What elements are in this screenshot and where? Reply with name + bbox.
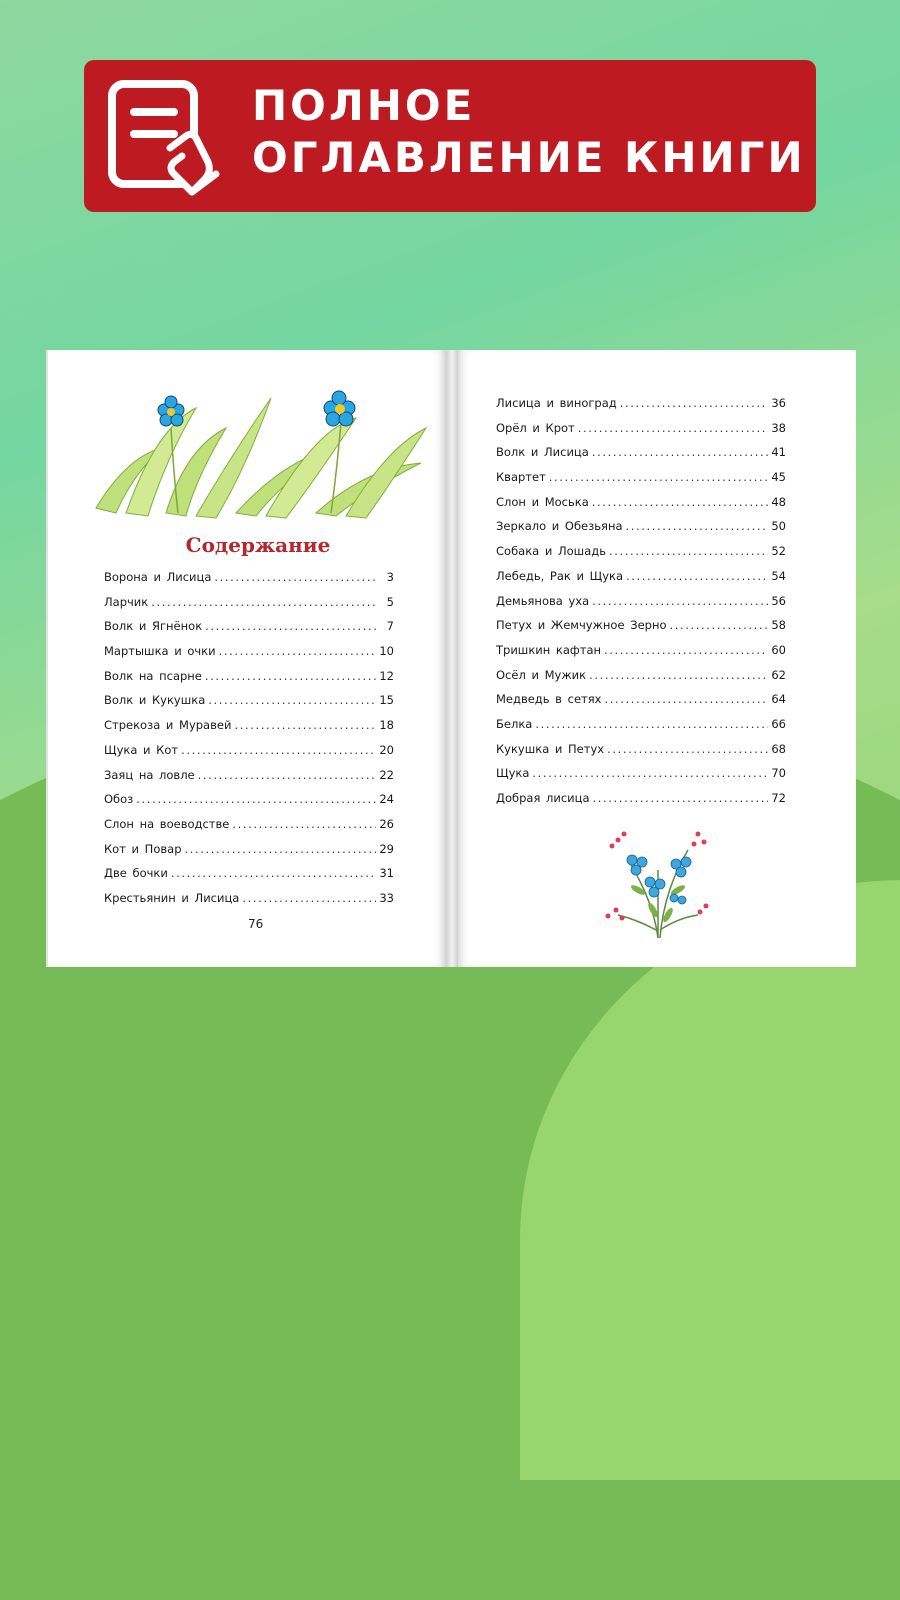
toc-entry-leader [592,594,768,608]
toc-entry-page: 22 [379,767,394,782]
toc-entry-page: 66 [771,716,786,731]
toc-entry [104,718,394,743]
toc-entry-leader [670,618,769,632]
toc-list-right [496,396,786,816]
toc-entry-leader [181,743,376,757]
toc-entry-title: Медведь в сетях [496,692,602,707]
right-page [458,350,856,967]
toc-entry-title: Белка [496,716,533,731]
toc-entry-leader [208,693,376,707]
toc-entry [104,693,394,718]
page-number: 76 [248,917,264,931]
toc-entry-title: Обоз [104,792,134,807]
toc-entry-leader [604,643,768,657]
toc-entry [496,569,786,594]
toc-entry-page: 7 [386,619,394,634]
toc-entry-leader [234,718,376,732]
toc-entry-page: 5 [386,594,394,609]
toc-entry-leader [620,396,769,410]
toc-entry-title: Осёл и Мужик [496,667,587,682]
toc-entry-leader [535,717,768,731]
toc-entry-page: 50 [771,519,786,534]
toc-entry-title: Орёл и Крот [496,420,575,435]
toc-entry-leader [205,669,376,683]
toc-entry-title: Щука и Кот [104,742,179,757]
toc-entry-page: 24 [379,792,394,807]
toc-entry [496,470,786,495]
toc-entry [104,768,394,793]
toc-entry-page: 36 [771,396,786,410]
toc-entry-leader [198,768,377,782]
toc-entry-page: 26 [379,816,394,831]
toc-entry-page: 62 [771,667,786,682]
toc-entry-title: Волк и Кукушка [104,693,206,708]
toc-entry-page: 18 [379,718,394,733]
toc-entry-page: 72 [771,791,786,805]
toc-entry-title: Лебедь, Рак и Щука [496,568,624,583]
toc-entry-page: 38 [771,420,786,435]
toc-entry-title: Слон на воеводстве [104,816,230,831]
toc-entry-page: 58 [771,618,786,633]
toc-entry-page: 31 [379,866,394,881]
toc-entry-title: Ларчик [104,594,149,609]
open-book [46,350,856,967]
toc-entry-title: Щука [496,766,530,781]
toc-entry [104,595,394,620]
toc-entry [104,743,394,768]
toc-entry-page: 45 [771,470,786,485]
toc-entry [104,866,394,891]
toc-entry-leader [171,866,377,880]
header-banner [84,60,816,212]
toc-entry [496,692,786,717]
toc-entry-leader [185,842,377,856]
toc-entry [496,717,786,742]
banner-title-line2: ОГЛАВЛЕНИЕ КНИГИ [252,133,806,182]
toc-entry [104,669,394,694]
toc-entry-leader [578,421,769,435]
toc-entry-title: Зеркало и Обезьяна [496,519,623,534]
toc-entry-page: 10 [379,644,394,659]
toc-entry-page: 29 [379,841,394,856]
toc-entry-title: Петух и Жемчужное Зерно [496,618,667,633]
toc-entry-title: Мартышка и очки [104,644,216,659]
toc-entry-leader [532,766,768,780]
toc-entry [496,544,786,569]
toc-entry [496,396,786,421]
toc-entry-title: Собака и Лошадь [496,544,606,559]
toc-entry [496,519,786,544]
toc-entry-title: Демьянова уха [496,593,590,608]
toc-entry-page: 48 [771,494,786,509]
toc-entry-leader [592,445,769,459]
toc-entry [496,445,786,470]
toc-entry-leader [136,792,376,806]
toc-entry-page: 15 [379,693,394,708]
toc-entry-page: 60 [771,642,786,657]
toc-entry [496,668,786,693]
grass-illustration [86,388,431,523]
toc-entry [496,421,786,446]
flower-bouquet-illustration [598,820,718,940]
toc-entry-title: Добрая лисица [496,791,590,805]
toc-entry [496,791,786,816]
toc-entry-page: 52 [771,544,786,559]
book-gutter [446,350,458,967]
toc-entry-page: 70 [771,766,786,781]
contents-heading: Содержание [185,533,331,557]
toc-entry-page: 20 [379,742,394,757]
toc-entry-title: Тришкин кафтан [496,642,602,657]
toc-entry-page: 68 [771,741,786,756]
toc-entry-page: 56 [771,593,786,608]
toc-entry-title: Волк и Ягнёнок [104,619,203,634]
toc-entry-page: 12 [379,668,394,683]
toc-entry-title: Лисица и виноград [496,396,617,410]
banner-title [252,80,806,184]
toc-entry-leader [242,891,376,905]
toc-entry-leader [607,742,768,756]
toc-entry-title: Крестьянин и Лисица [104,890,240,905]
left-page [48,350,446,967]
toc-entry-page: 33 [379,890,394,905]
toc-entry [104,792,394,817]
toc-entry [496,618,786,643]
toc-entry [104,817,394,842]
toc-entry-leader [151,595,377,609]
toc-entry-leader [593,791,769,805]
toc-entry-title: Квартет [496,470,546,485]
toc-list-left [104,570,394,916]
toc-entry-leader [219,644,377,658]
toc-entry-page: 3 [386,570,394,584]
toc-entry [104,891,394,916]
banner-title-line1: ПОЛНОЕ [252,81,476,130]
toc-entry [496,742,786,767]
toc-entry-title: Две бочки [104,866,168,881]
toc-entry [104,570,394,595]
toc-entry [104,619,394,644]
toc-entry-leader [589,668,768,682]
toc-entry-leader [232,817,376,831]
toc-entry-title: Стрекоза и Муравей [104,718,232,733]
toc-entry-leader [214,570,377,584]
toc-entry-page: 41 [771,445,786,460]
toc-entry-title: Заяц на ловле [104,767,195,782]
toc-entry [496,766,786,791]
toc-entry-leader [604,692,768,706]
toc-entry-title: Кот и Повар [104,841,182,856]
toc-entry-leader [592,495,769,509]
toc-entry-title: Кукушка и Петух [496,741,605,756]
toc-entry-leader [626,569,768,583]
toc-entry-title: Слон и Моська [496,494,589,509]
toc-entry [496,643,786,668]
toc-entry [104,842,394,867]
toc-entry-title: Волк на псарне [104,668,202,683]
toc-entry [104,644,394,669]
toc-entry-leader [205,619,377,633]
toc-entry-title: Ворона и Лисица [104,570,212,584]
toc-entry-title: Волк и Лисица [496,445,589,460]
toc-entry [496,495,786,520]
toc-entry-leader [626,519,769,533]
toc-entry-leader [549,470,769,484]
toc-entry-page: 64 [771,692,786,707]
toc-entry-leader [609,544,768,558]
toc-entry [496,594,786,619]
document-hand-icon [104,78,224,198]
toc-entry-page: 54 [771,568,786,583]
